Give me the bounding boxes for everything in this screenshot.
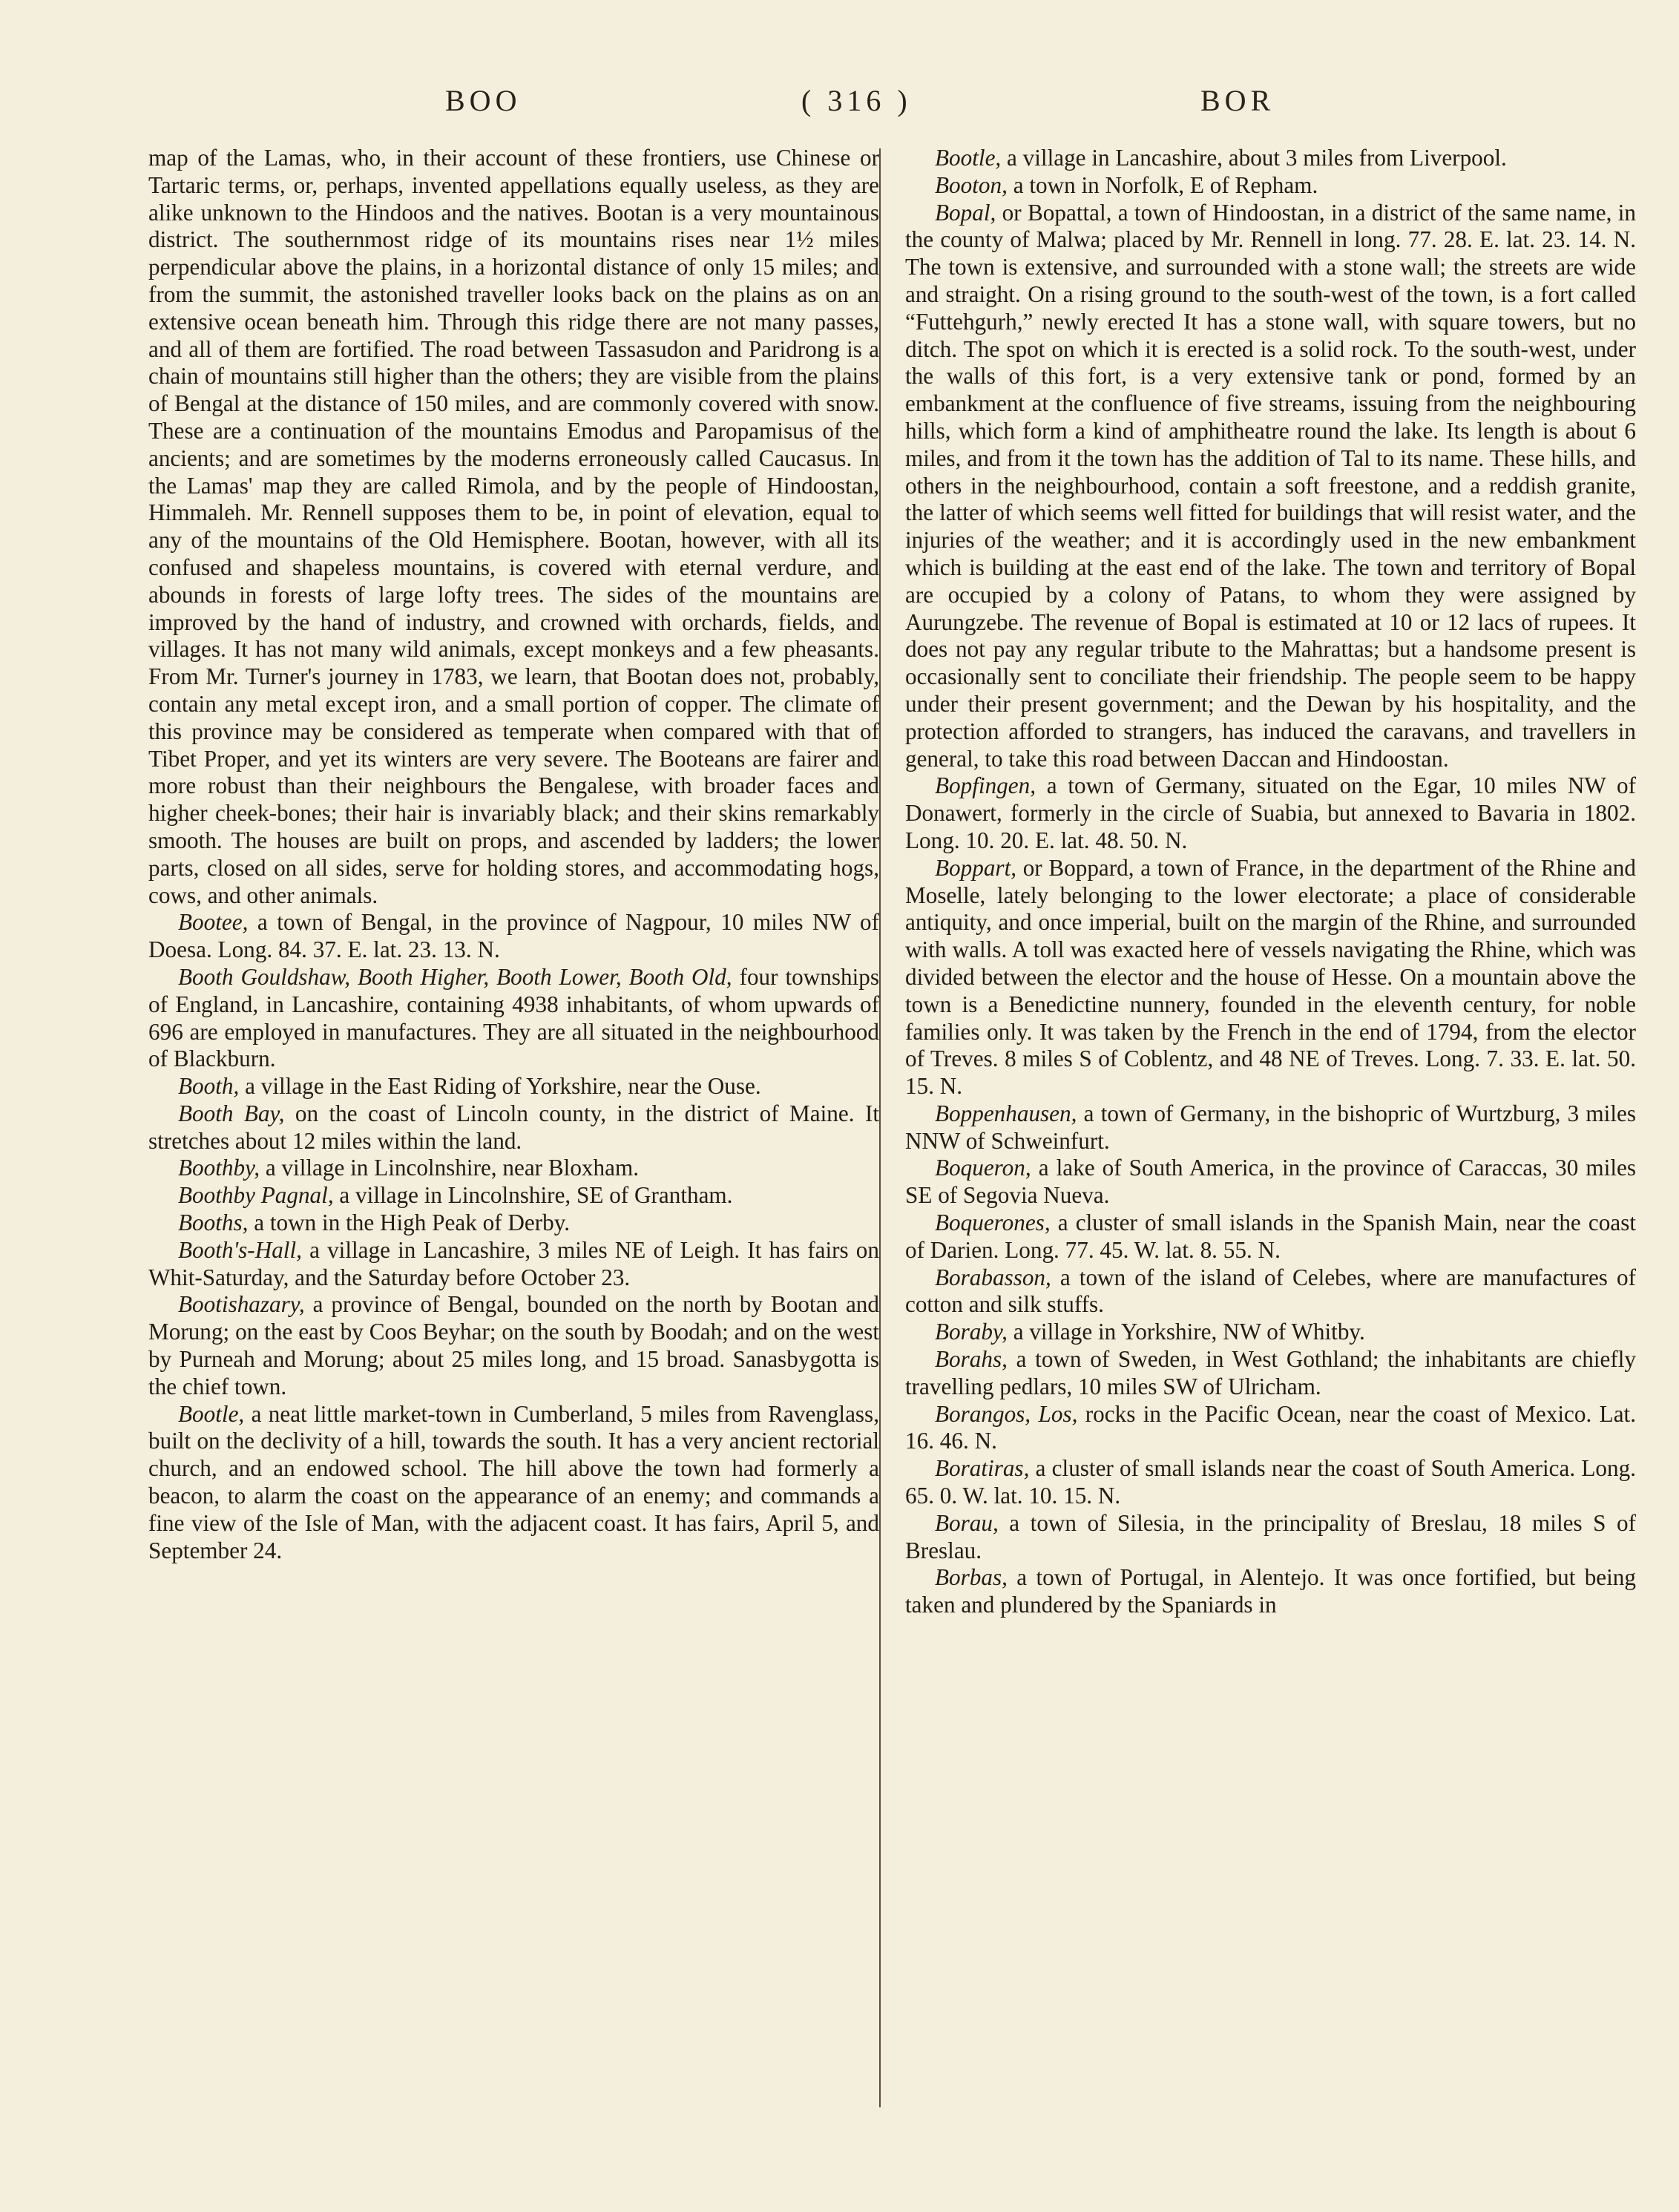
entry-text: a cluster of small islands in the Spanish Main, near the coast of Darien. Long. 77. 45. W. lat. 8. 55. N. xyxy=(905,1210,1636,1263)
entry-headword: Borbas, xyxy=(935,1564,1008,1591)
dictionary-entry xyxy=(148,1155,879,1182)
entry-text: a town in the High Peak of Derby. xyxy=(248,1210,571,1236)
dictionary-entry xyxy=(905,1264,1636,1319)
entry-headword: Bopal, xyxy=(935,199,996,226)
entry-headword: Boppenhausen, xyxy=(935,1100,1077,1126)
dictionary-entry xyxy=(148,1073,879,1100)
dictionary-entry xyxy=(148,1182,879,1210)
entry-headword: Bootle, xyxy=(178,1400,245,1427)
entry-headword: Borangos, Los, xyxy=(935,1400,1078,1427)
dictionary-entry xyxy=(905,855,1636,1100)
entry-headword: Boraby, xyxy=(935,1319,1008,1345)
entry-text: a town in Norfolk, E of Repham. xyxy=(1007,171,1318,198)
page-number: ( 316 ) xyxy=(801,84,912,117)
dictionary-entry xyxy=(905,172,1636,200)
dictionary-entry xyxy=(905,1100,1636,1155)
entry-headword: Bopfingen, xyxy=(935,772,1036,799)
dictionary-entry xyxy=(148,964,879,1073)
entry-text: a town of Sweden, in West Gothland; the inhabitants are chiefly travelling pedlars, 10 miles SW of Ulricham. xyxy=(905,1346,1636,1399)
entry-text: a village in the East Riding of Yorkshire, near the Ouse. xyxy=(239,1073,761,1100)
entry-headword: Booths, xyxy=(178,1210,249,1236)
entry-text: a village in Yorkshire, NW of Whitby. xyxy=(1007,1319,1365,1345)
entry-text: a cluster of small islands near the coast of South America. Long. 65. 0. W. lat. 10. 15. N. xyxy=(905,1455,1636,1509)
entry-text: a lake of South America, in the province of Caraccas, 30 miles SE of Segovia Nueva. xyxy=(905,1155,1636,1209)
dictionary-entry xyxy=(148,1237,879,1292)
entry-text: a village in Lancashire, about 3 miles from Liverpool. xyxy=(1001,145,1507,171)
right-column xyxy=(905,145,1636,1619)
entry-text: rocks in the Pacific Ocean, near the coast of Mexico. Lat. 16. 46. N. xyxy=(905,1400,1637,1454)
entry-text: a town of Germany, in the bishopric of Wurtzburg, 3 miles NNW of Schweinfurt. xyxy=(905,1100,1636,1154)
dictionary-entry xyxy=(905,1155,1636,1210)
entry-text: a village in Lincolnshire, near Bloxham. xyxy=(260,1155,640,1181)
dictionary-entry xyxy=(148,1401,879,1565)
entry-text: a town of the island of Celebes, where are manufactures of cotton and silk stuffs. xyxy=(905,1264,1636,1318)
entry-headword: Boothby, xyxy=(178,1155,260,1181)
entry-text: or Boppard, a town of France, in the department of the Rhine and Moselle, lately belonging to the lower electorate; a place of considerable antiquity, and once imperial, built on the margin of the Rhine, and surrounded with walls. A toll was exacted here of vessels navigating the Rhine, which was divided between the elector and the house of Hesse. On a mountain above the town is a Benedictine nunnery, founded in the eleventh century, for noble families only. It was taken by the French in the end of 1794, from the elector of Treves. 8 miles S of Coblentz, and 48 NE of Treves. Long. 7. 33. E. lat. 50. 15. N. xyxy=(905,854,1636,1100)
entry-headword: Bootee, xyxy=(178,909,249,936)
dictionary-entry xyxy=(905,1455,1636,1510)
entry-headword: Boqueron, xyxy=(935,1155,1031,1181)
dictionary-entry xyxy=(905,1210,1636,1264)
entry-headword: Boratiras, xyxy=(935,1455,1030,1482)
running-head-right: BOR xyxy=(1200,84,1275,117)
entry-text: a town of Bengal, in the province of Nagpour, 10 miles NW of Doesa. Long. 84. 37. E. lat. 23. 13. N. xyxy=(148,909,879,963)
entry-text: a town of Germany, situated on the Egar, 10 miles NW of Donawert, formerly in the circle of Suabia, but annexed to Bavaria in 1802. Long. 10. 20. E. lat. 48. 50. N. xyxy=(905,772,1636,853)
entry-text: four townships of England, in Lancashire, containing 4938 inhabitants, of whom upwards of 696 are employed in manufactures. They are all situated in the neighbourhood of Blackburn. xyxy=(148,963,879,1072)
dictionary-entry xyxy=(148,145,879,909)
dictionary-entry xyxy=(148,1210,879,1237)
dictionary-entry xyxy=(905,145,1636,172)
entry-headword: Booth, xyxy=(178,1073,240,1100)
entry-headword: Bootle, xyxy=(935,145,1002,171)
entry-text: or Bopattal, a town of Hindoostan, in a district of the same name, in the county of Malwa; placed by Mr. Rennell in long. 77. 28. E. lat. 23. 14. N. The town is extensive, and surrounded with a stone wall; the streets are wide and straight. On a rising ground to the south-west of the town, is a fort called “Futtehgurh,” newly erected It has a stone wall, with square towers, but no ditch. The spot on which it is erected is a solid rock. To the south-west, under the walls of this fort, is a very extensive tank or pond, formed by an embankment at the confluence of five streams, issuing from the neighbouring hills, which form a kind of amphitheatre round the lake. Its length is about 6 miles, and from it the town has the addition of Tal to its name. These hills, and others in the neighbourhood, contain a soft freestone, and a reddish granite, the latter of which seems well fitted for buildings that will resist water, and the injuries of the weather; and it is accordingly used in the new embankment which is building at the east end of the lake. The town and territory of Bopal are occupied by a colony of Patans, to whom they were assigned by Aurungzebe. The revenue of Bopal is estimated at 10 or 12 lacs of rupees. It does not pay any regular tribute to the Mahrattas; but a handsome present is occasionally sent to conciliate their friendship. The people seem to be happy under their present government; and the Dewan by his hospitality, and the protection afforded to strangers, has induced the caravans, and travellers in general, to take this road between Daccan and Hindoostan. xyxy=(905,199,1636,772)
entry-text: a town of Silesia, in the principality of Breslau, 18 miles S of Breslau. xyxy=(905,1509,1636,1563)
entry-headword: Bootishazary, xyxy=(178,1291,305,1318)
entry-headword: Booth Bay, xyxy=(178,1100,285,1126)
entry-headword: Boppart, xyxy=(935,854,1017,881)
dictionary-entry xyxy=(148,1100,879,1155)
entry-text: a village in Lincolnshire, SE of Grantham. xyxy=(333,1182,733,1209)
left-column xyxy=(148,145,879,1564)
running-head xyxy=(0,83,1679,128)
entry-text: map of the Lamas, who, in their account of these frontiers, use Chinese or Tartaric terms, or, perhaps, invented appellations equally useless, as they are alike unknown to the Hindoos and the natives. Bootan is a very mountainous district. The southernmost ridge of its mountains rises near 1½ miles perpendicular above the plains, in a horizontal distance of only 15 miles; and from the summit, the astonished traveller looks back on the plains as on an extensive ocean beneath him. Through this ridge there are not many passes, and all of them are fortified. The road between Tassasudon and Paridrong is a chain of mountains still higher than the others; they are visible from the plains of Bengal at the distance of 150 miles, and are commonly covered with snow. These are a continuation of the mountains Emodus and Paropamisus of the ancients; and are sometimes by the moderns erroneously called Caucasus. In the Lamas' map they are called Rimola, and by the people of Hindoostan, Himmaleh. Mr. Rennell supposes them to be, in point of elevation, equal to any of the mountains of the Old Hemisphere. Bootan, however, with all its confused and shapeless mountains, is covered with eternal verdure, and abounds in forests of large lofty trees. The sides of the mountains are improved by the hand of industry, and crowned with orchards, fields, and villages. It has not many wild animals, except monkeys and a few pheasants. From Mr. Turner's journey in 1783, we learn, that Bootan does not, probably, contain any metal except iron, and a small portion of copper. The climate of this province may be considered as temperate when compared with that of Tibet Proper, and yet its winters are very severe. The Booteans are fairer and more robust than their neighbours the Bengalese, with broader faces and higher cheek-bones; their hair is invariably black; and their skins remarkably smooth. The houses are built on props, and ascended by ladders; the lower parts, closed on all sides, serve for holding stores, and accommodating hogs, cows, and other animals. xyxy=(148,145,879,908)
dictionary-entry xyxy=(905,200,1636,773)
dictionary-entry xyxy=(905,772,1636,854)
dictionary-entry xyxy=(905,1510,1636,1565)
entry-headword: Booth Gouldshaw, Booth Higher, Booth Lower, Booth Old, xyxy=(178,963,732,990)
entry-headword: Boothby Pagnal, xyxy=(178,1182,334,1209)
column-divider xyxy=(879,148,881,2107)
entry-headword: Borahs, xyxy=(935,1346,1008,1373)
entry-text: a village in Lancashire, 3 miles NE of Leigh. It has fairs on Whit-Saturday, and the Saturday before October 23. xyxy=(148,1236,879,1290)
entry-text: on the coast of Lincoln county, in the district of Maine. It stretches about 12 miles within the land. xyxy=(148,1100,879,1154)
entry-headword: Borabasson, xyxy=(935,1264,1051,1290)
dictionary-entry xyxy=(148,909,879,964)
running-head-left: BOO xyxy=(445,84,522,117)
entry-text: a neat little market-town in Cumberland, 5 miles from Ravenglass, built on the declivity of a hill, towards the south. It has a very ancient rectorial church, and an endowed school. The hill above the town had formerly a beacon, to alarm the coast on the appearance of an enemy; and commands a fine view of the Isle of Man, with the adjacent coast. It has fairs, April 5, and September 24. xyxy=(148,1400,879,1563)
dictionary-entry xyxy=(905,1319,1636,1346)
entry-headword: Borau, xyxy=(935,1509,999,1536)
dictionary-entry xyxy=(905,1401,1636,1456)
entry-headword: Booth's-Hall, xyxy=(178,1236,302,1263)
dictionary-entry xyxy=(905,1564,1636,1619)
entry-text: a province of Bengal, bounded on the north by Bootan and Morung; on the east by Coos Beyhar; on the south by Boodah; and on the west by Purneah and Morung; about 25 miles long, and 15 broad. Sanasbygotta is the chief town. xyxy=(148,1291,879,1399)
dictionary-entry xyxy=(905,1346,1636,1401)
entry-headword: Boquerones, xyxy=(935,1210,1051,1236)
entry-headword: Booton, xyxy=(935,171,1008,198)
dictionary-entry xyxy=(148,1291,879,1400)
entry-text: a town of Portugal, in Alentejo. It was once fortified, but being taken and plundered by the Spaniards in xyxy=(905,1564,1636,1618)
